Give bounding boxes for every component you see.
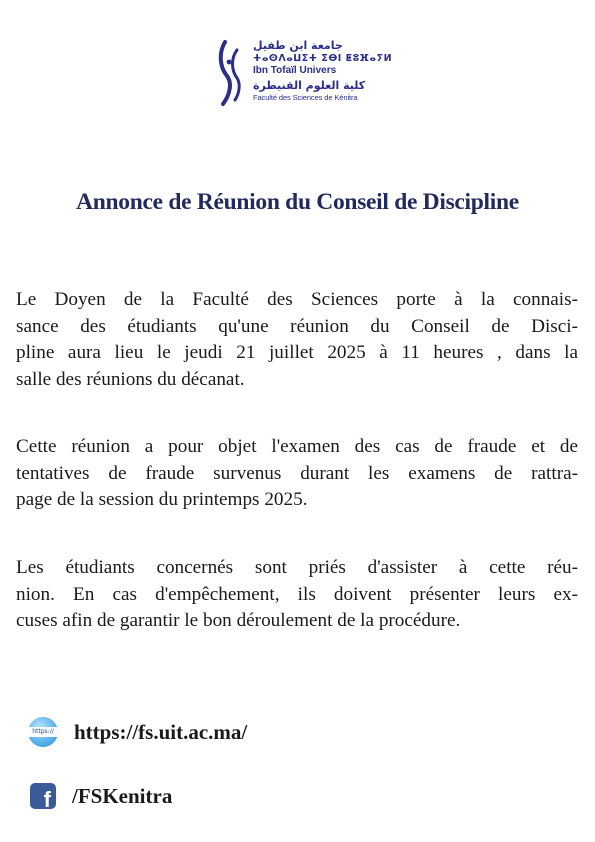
logo-emblem-icon [215,38,245,110]
facebook-icon-letter: f [43,787,51,812]
paragraph-line: pline aura lieu le jeudi 21 juillet 2025 à 11 heures , dans la [16,342,578,363]
facebook-link-row [28,780,172,812]
logo-latin-name: Ibn Tofaïl Univers [253,64,337,76]
paragraph-line: Les étudiants concernés sont priés d'assister à cette réu- [16,557,578,578]
logo-arabic-name: جامعة ابن طفيل [253,39,343,52]
logo-tifinagh-name: ⵜⴰⵙⴷⴰⵡⵉⵜ ⵉⴱⵏ ⵟⵓⴼⴰⵢⵍ [253,53,393,64]
paragraph-line: sance des étudiants qu'une réunion du Conseil de Disci- [16,315,578,337]
paragraph-line: salle des réunions du décanat. [16,368,245,390]
paragraph-line: tentatives de fraude survenus durant les examens de rattra- [16,462,578,484]
paragraph-line: Cette réunion a pour objet l'examen des cas de fraude et de [16,436,578,457]
globe-icon [28,717,58,747]
logo-faculty-name: Faculté des Sciences de Kénitra [253,92,358,102]
university-logo [215,36,393,116]
logo-arabic-faculty: كلية العلوم القنيطرة [253,78,366,92]
paragraph-line: nion. En cas d'empêchement, ils doivent présenter leurs ex- [16,583,578,605]
globe-icon-label: https:// [32,728,54,735]
paragraph-line: Le Doyen de la Faculté des Sciences porte à la connais- [16,289,578,310]
announcement-title: Annonce de Réunion du Conseil de Discipline [76,189,519,215]
paragraph-purpose [16,434,578,514]
website-link-row [28,716,247,748]
paragraph-attendance [16,555,578,635]
logo-text [253,39,393,102]
facebook-icon [30,783,56,812]
paragraph-meeting-info [16,287,578,393]
paragraph-line: page de la session du printemps 2025. [16,489,308,510]
paragraph-line: cuses afin de garantir le bon déroulement de la procédure. [16,610,461,631]
website-link[interactable]: https://fs.uit.ac.ma/ [74,719,248,744]
facebook-link[interactable]: /FSKenitra [72,783,173,808]
